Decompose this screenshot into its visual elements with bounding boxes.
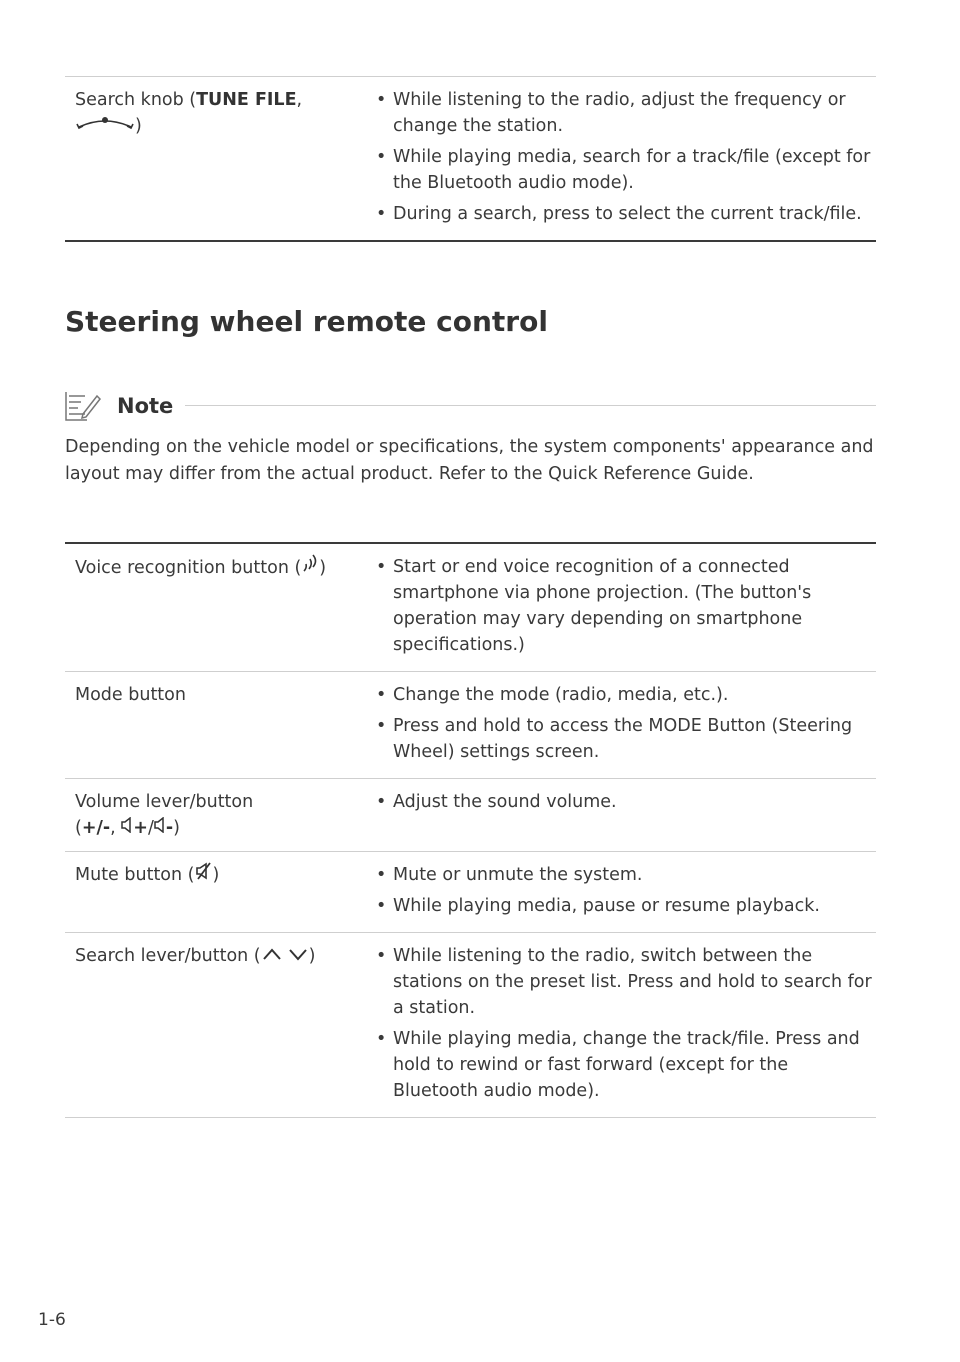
page-number: 1-6 <box>38 1310 66 1330</box>
row-label: Volume lever/button (+/-, +/ -) <box>65 779 373 852</box>
table-row <box>65 672 876 779</box>
row-label: Voice recognition button ( ) <box>65 543 373 672</box>
search-knob-row <box>65 77 876 242</box>
mute-icon <box>195 862 213 888</box>
list-item: • While listening to the radio, switch between the stations on the preset list. Press and hold to search for a station. <box>373 943 876 1021</box>
list-item: • During a search, press to select the current track/file. <box>373 201 876 227</box>
section-title: Steering wheel remote control <box>65 305 548 338</box>
voice-recognition-icon <box>301 554 319 582</box>
table-row <box>65 779 876 852</box>
list-item: • Press and hold to access the MODE Button (Steering Wheel) settings screen. <box>373 713 876 765</box>
list-item: • Start or end voice recognition of a connected smartphone via phone projection. (The button's operation may vary depending on smartphone specifications.) <box>373 554 876 658</box>
table-row <box>65 933 876 1118</box>
speaker-icon <box>121 815 133 841</box>
list-item: • While playing media, change the track/file. Press and hold to rewind or fast forward (except for the Bluetooth audio mode). <box>373 1026 876 1104</box>
list-item: • Change the mode (radio, media, etc.). <box>373 682 876 708</box>
list-item: • Mute or unmute the system. <box>373 862 876 888</box>
list-item: • While listening to the radio, adjust the frequency or change the station. <box>373 87 876 139</box>
chevron-up-down-icon <box>261 943 309 969</box>
table-row <box>65 852 876 933</box>
speaker-icon <box>154 815 166 841</box>
note-text: Depending on the vehicle model or specifications, the system components' appearance and layout may differ from the actual product. Refer to the Quick Reference Guide. <box>65 437 874 484</box>
knob-rotate-icon <box>75 113 135 139</box>
row-label: Search lever/button ( ) <box>65 933 373 1118</box>
steering-controls-table <box>65 542 876 1118</box>
row-label: Mute button ( ) <box>65 852 373 933</box>
row-label: Mode button <box>75 685 186 705</box>
note-header <box>65 390 876 426</box>
controls-table-top <box>65 76 876 242</box>
list-item: • While playing media, pause or resume playback. <box>373 893 876 919</box>
divider <box>185 405 876 406</box>
table-row <box>65 543 876 672</box>
note-pencil-icon <box>65 390 101 422</box>
list-item: • Adjust the sound volume. <box>373 789 876 815</box>
list-item: • While playing media, search for a track/file (except for the Bluetooth audio mode). <box>373 144 876 196</box>
search-knob-label: Search knob (TUNE FILE, ) <box>65 77 373 242</box>
note-title: Note <box>117 394 174 418</box>
